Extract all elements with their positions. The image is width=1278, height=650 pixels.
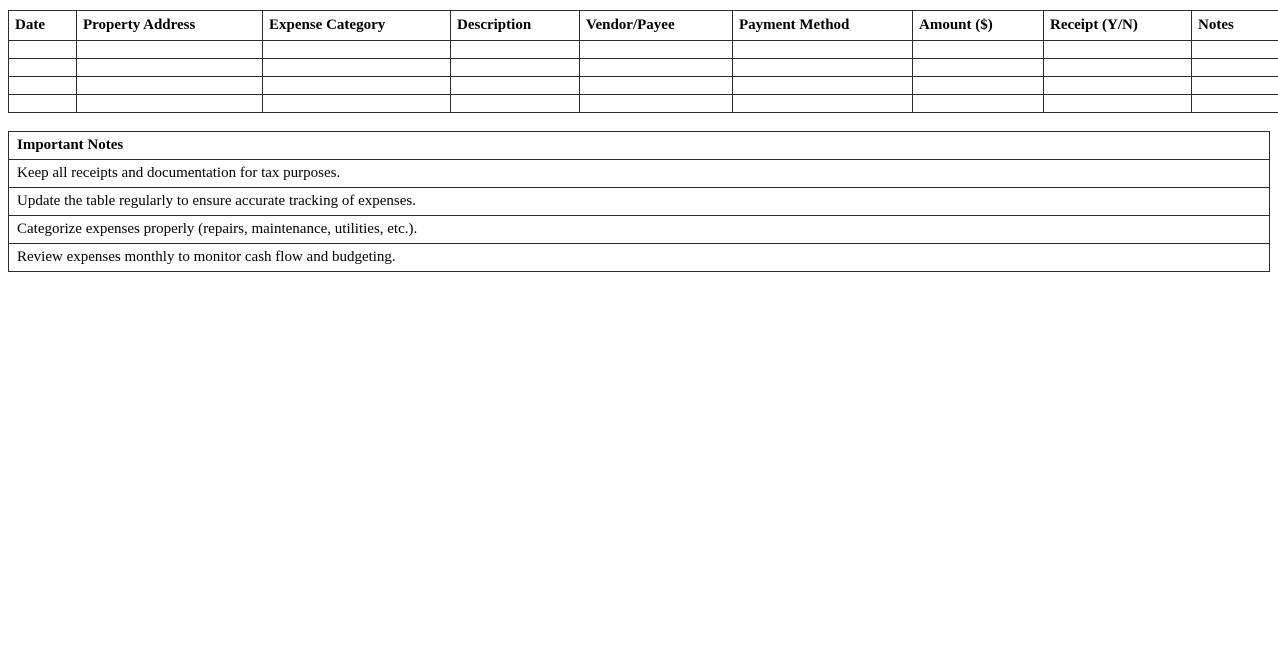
column-header-expense-category: Expense Category <box>263 11 451 41</box>
cell-property-address[interactable] <box>77 95 263 113</box>
table-row[interactable] <box>9 41 1278 59</box>
expense-tracking-table <box>8 10 1278 113</box>
cell-property-address[interactable] <box>77 41 263 59</box>
note-item-3: Categorize expenses properly (repairs, maintenance, utilities, etc.). <box>9 216 1270 244</box>
cell-amount[interactable] <box>913 77 1044 95</box>
cell-amount[interactable] <box>913 95 1044 113</box>
list-item <box>9 216 1270 244</box>
cell-vendor-payee[interactable] <box>580 95 733 113</box>
cell-amount[interactable] <box>913 59 1044 77</box>
cell-vendor-payee[interactable] <box>580 41 733 59</box>
cell-payment-method[interactable] <box>733 59 913 77</box>
cell-expense-category[interactable] <box>263 95 451 113</box>
cell-receipt[interactable] <box>1044 59 1192 77</box>
cell-date[interactable] <box>9 77 77 95</box>
column-header-date: Date <box>9 11 77 41</box>
column-header-amount: Amount ($) <box>913 11 1044 41</box>
cell-property-address[interactable] <box>77 59 263 77</box>
note-item-2: Update the table regularly to ensure accurate tracking of expenses. <box>9 188 1270 216</box>
cell-vendor-payee[interactable] <box>580 59 733 77</box>
column-header-property-address: Property Address <box>77 11 263 41</box>
table-row[interactable] <box>9 77 1278 95</box>
table-header-row <box>9 11 1278 41</box>
cell-date[interactable] <box>9 41 77 59</box>
cell-amount[interactable] <box>913 41 1044 59</box>
document-page <box>0 0 1278 272</box>
list-item <box>9 160 1270 188</box>
table-row[interactable] <box>9 95 1278 113</box>
important-notes-section <box>8 131 1270 272</box>
table-row[interactable] <box>9 59 1278 77</box>
column-header-vendor-payee: Vendor/Payee <box>580 11 733 41</box>
cell-notes[interactable] <box>1192 77 1278 95</box>
cell-payment-method[interactable] <box>733 41 913 59</box>
column-header-description: Description <box>451 11 580 41</box>
column-header-notes: Notes <box>1192 11 1278 41</box>
cell-property-address[interactable] <box>77 77 263 95</box>
cell-notes[interactable] <box>1192 95 1278 113</box>
cell-receipt[interactable] <box>1044 95 1192 113</box>
cell-receipt[interactable] <box>1044 41 1192 59</box>
cell-payment-method[interactable] <box>733 77 913 95</box>
cell-description[interactable] <box>451 95 580 113</box>
cell-date[interactable] <box>9 95 77 113</box>
cell-receipt[interactable] <box>1044 77 1192 95</box>
cell-expense-category[interactable] <box>263 59 451 77</box>
cell-description[interactable] <box>451 41 580 59</box>
cell-description[interactable] <box>451 77 580 95</box>
cell-vendor-payee[interactable] <box>580 77 733 95</box>
cell-notes[interactable] <box>1192 59 1278 77</box>
notes-heading-row <box>9 132 1270 160</box>
note-item-1: Keep all receipts and documentation for tax purposes. <box>9 160 1270 188</box>
cell-notes[interactable] <box>1192 41 1278 59</box>
notes-heading: Important Notes <box>9 132 1270 160</box>
cell-expense-category[interactable] <box>263 77 451 95</box>
list-item <box>9 188 1270 216</box>
cell-description[interactable] <box>451 59 580 77</box>
important-notes-table <box>8 131 1270 272</box>
note-item-4: Review expenses monthly to monitor cash flow and budgeting. <box>9 244 1270 272</box>
column-header-payment-method: Payment Method <box>733 11 913 41</box>
list-item <box>9 244 1270 272</box>
cell-payment-method[interactable] <box>733 95 913 113</box>
cell-expense-category[interactable] <box>263 41 451 59</box>
column-header-receipt: Receipt (Y/N) <box>1044 11 1192 41</box>
cell-date[interactable] <box>9 59 77 77</box>
